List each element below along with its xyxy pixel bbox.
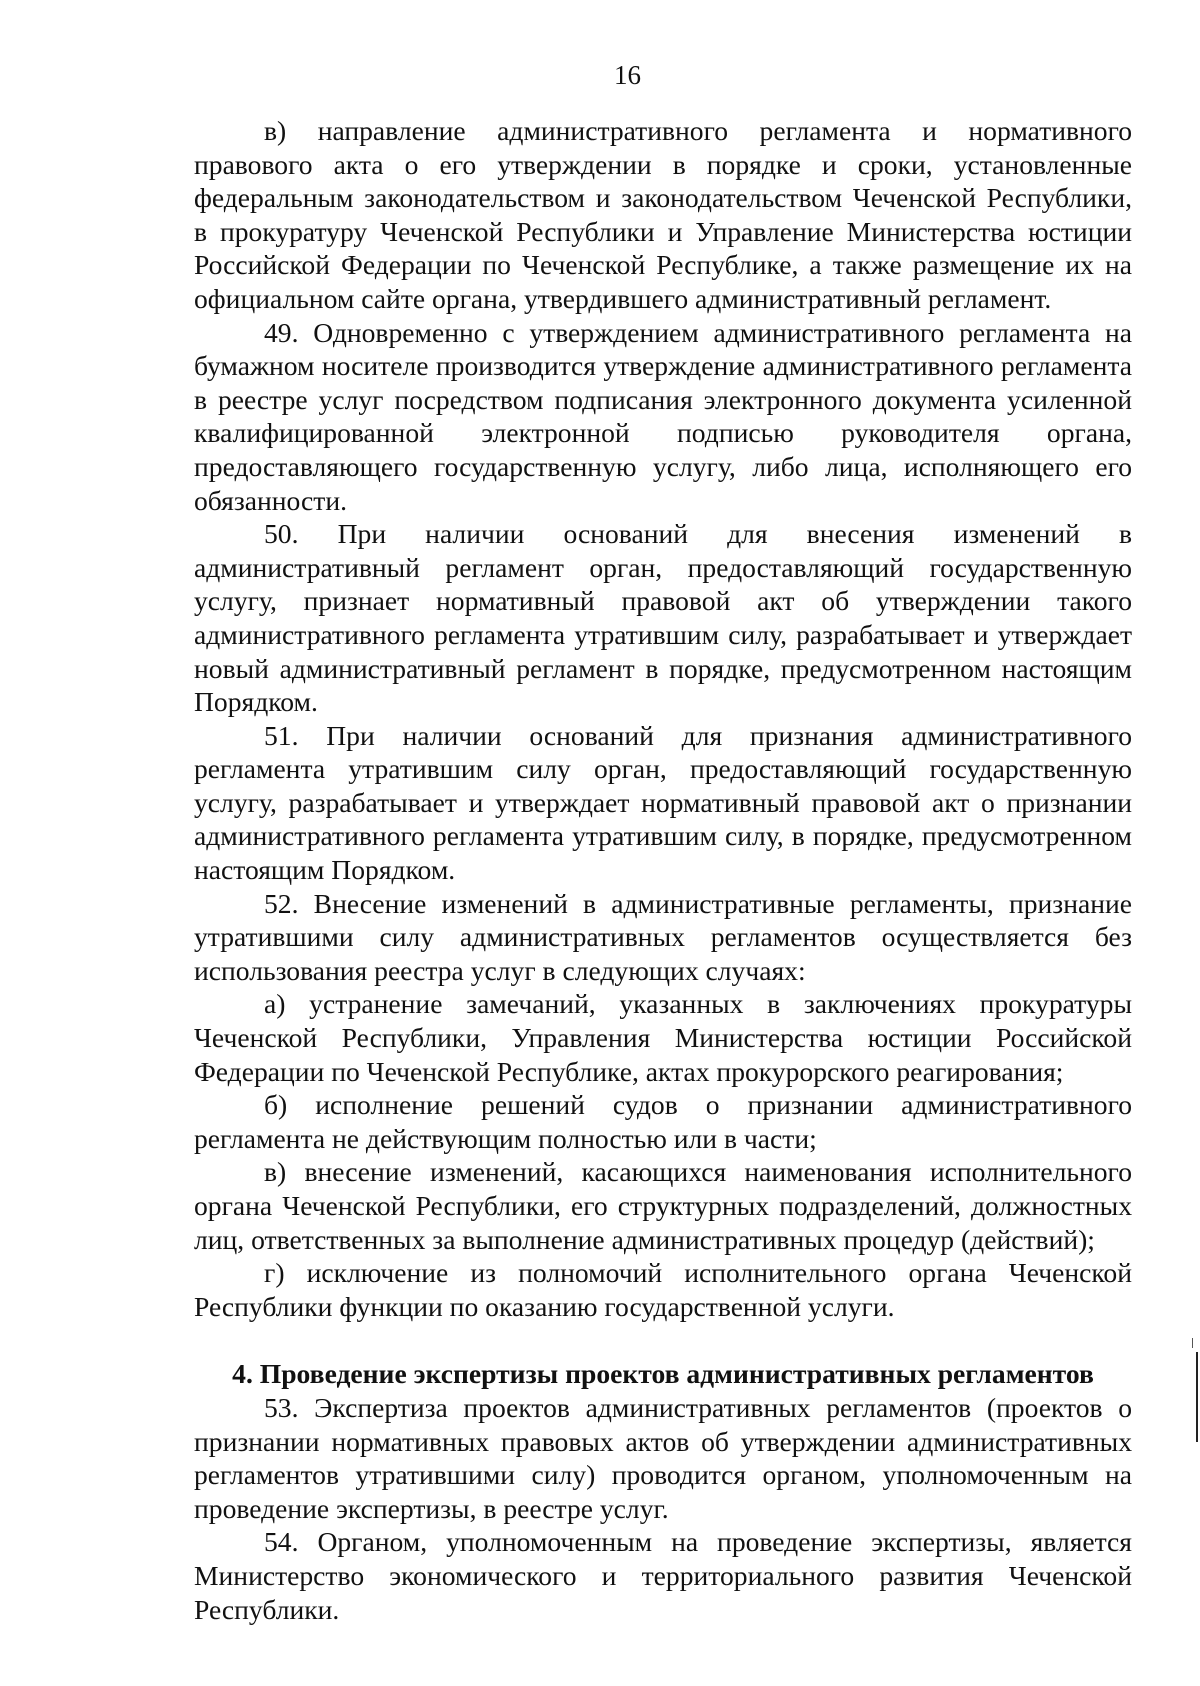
paragraph-52-v: в) внесение изменений, касающихся наименования исполнительного органа Чеченской Республики, его структурных подразделений, должностных лиц, ответственных за выполнение административных процедур (действий); [194,1156,1132,1255]
paragraph-49: 49. Одновременно с утверждением административного регламента на бумажном носителе производится утверждение административного регламента в реестре услуг посредством подписания электронного документа усиленной квалифицированной электронной подписью руководителя органа, предоставляющего государственную услугу, либо лица, исполняющего его обязанности. [194,316,1132,516]
paragraph-50: 50. При наличии оснований для внесения изменений в административный регламент орган, предоставляющий государственную услугу, признает нормативный правовой акт об утверждении такого административного регламента утратившим силу, разрабатывает и утверждает новый административный регламент в порядке, предусмотренном настоящим Порядком. [194,518,1132,718]
paragraph-52-b: б) исполнение решений судов о признании административного регламента не действующим полностью или в части; [194,1089,1132,1154]
document-body [194,114,1132,1626]
paragraph-52-a: а) устранение замечаний, указанных в заключениях прокуратуры Чеченской Республики, Управления Министерства юстиции Российской Федерации по Чеченской Республике, актах прокурорского реагирования; [194,988,1132,1087]
page-number: 16 [614,60,641,90]
paragraph-52-g: г) исключение из полномочий исполнительного органа Чеченской Республики функции по оказанию государственной услуги. [194,1257,1132,1322]
section-heading: 4. Проведение экспертизы проектов административных регламентов [232,1358,1094,1390]
scan-edge-mark [1196,1352,1198,1442]
paragraph-52: 52. Внесение изменений в административные регламенты, признание утратившими силу административных регламентов осуществляется без использования реестра услуг в следующих случаях: [194,887,1132,986]
paragraph-v-direction: в) направление административного регламента и нормативного правового акта о его утверждении в порядке и сроки, установленные федеральным законодательством и законодательством Чеченской Республики, в прокуратуру Чеченской Республики и Управление Министерства юстиции Российской Федерации по Чеченской Республике, а также размещение их на официальном сайте органа, утвердившего административный регламент. [194,115,1132,314]
paragraph-53: 53. Экспертиза проектов административных регламентов (проектов о признании нормативных правовых актов об утверждении административных регламентов утратившими силу) проводится органом, уполномоченным на проведение экспертизы, в реестре услуг. [194,1391,1132,1524]
paragraph-51: 51. При наличии оснований для признания административного регламента утратившим силу орган, предоставляющий государственную услугу, разрабатывает и утверждает нормативный правовой акт о признании административного регламента утратившим силу, в порядке, предусмотренном настоящим Порядком. [194,719,1132,886]
scan-edge-mark-small [1192,1338,1193,1348]
paragraph-54: 54. Органом, уполномоченным на проведение экспертизы, является Министерство экономического и территориального развития Чеченской Республики. [194,1526,1132,1625]
